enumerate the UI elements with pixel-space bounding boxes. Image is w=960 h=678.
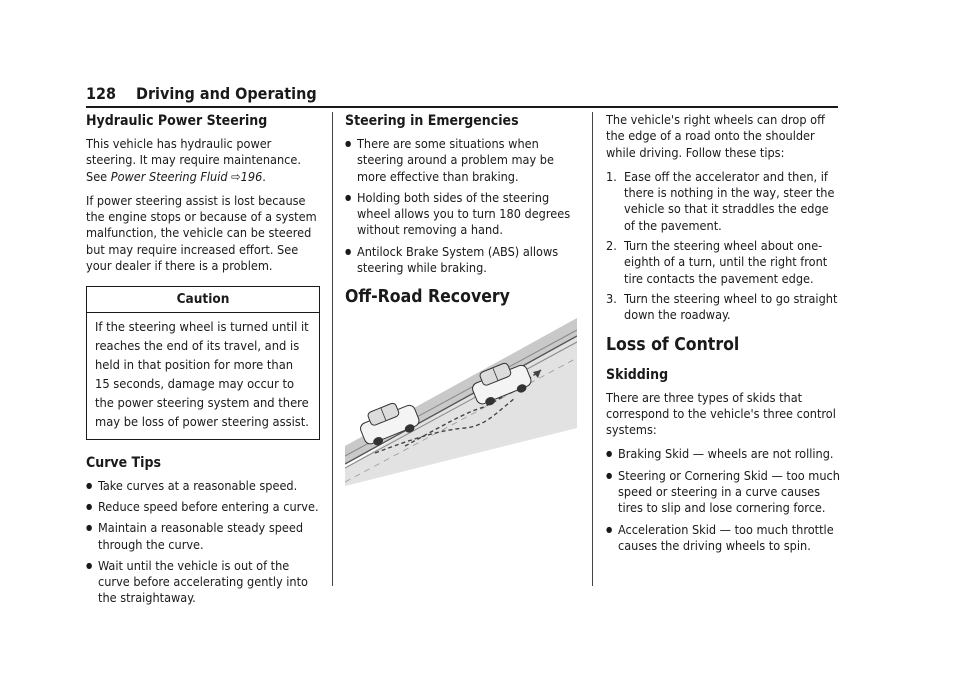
page-ref-arrow-icon: ⇨: [231, 168, 241, 184]
page-ref[interactable]: 196: [240, 168, 263, 184]
list-item: ● There are some situations when steering around a problem may be more effective than braking.: [345, 136, 577, 185]
column-middle: [345, 112, 577, 494]
list-item: ● Maintain a reasonable steady speed through the curve.: [86, 520, 320, 553]
column-divider: [332, 112, 333, 586]
paragraph-hps-maintenance: This vehicle has hydraulic power steering. It may require maintenance. See Power Steering Fluid ⇨196.: [86, 136, 301, 184]
paragraph-offroad-intro: The vehicle's right wheels can drop off the edge of a road onto the shoulder while driving. Follow these tips:: [606, 112, 825, 160]
heading-loss-of-control: Loss of Control: [606, 334, 740, 355]
caution-text: If the steering wheel is turned until it reaches the end of its travel, and is held in that position for more than 15 seconds, damage may occur to the power steering system and there may be loss of power steering assist.: [95, 319, 309, 430]
page-number: 128: [86, 84, 117, 103]
list-item: ● Take curves at a reasonable speed.: [86, 478, 320, 494]
caution-title: Caution: [87, 287, 319, 312]
paragraph-hps-assist-lost: If power steering assist is lost because the engine stops or because of a system malfunction, the vehicle can be steered but may require increased effort. See your dealer if there is a problem.: [86, 192, 317, 274]
list-item: ● Acceleration Skid — too much throttle causes the driving wheels to spin.: [606, 522, 842, 555]
emergency-list: [345, 136, 577, 276]
caution-box: [86, 286, 320, 439]
list-item: ● Steering or Cornering Skid — too much speed or steering in a curve causes tires to slip and lose cornering force.: [606, 468, 842, 517]
heading-hydraulic-power-steering: Hydraulic Power Steering: [86, 113, 268, 129]
list-item: 1. Ease off the accelerator and then, if there is nothing in the way, steer the vehicle so that it straddles the edge of the pavement.: [606, 168, 835, 233]
list-item: ● Holding both sides of the steering wheel allows you to turn 180 degrees without removing a hand.: [345, 190, 577, 239]
page-header: [86, 84, 838, 108]
heading-skidding: Skidding: [606, 366, 669, 383]
skid-types-list: [606, 446, 842, 554]
list-item: ● Wait until the vehicle is out of the curve before accelerating gently into the straightaway.: [86, 558, 320, 607]
list-item: ● Antilock Brake System (ABS) allows steering while braking.: [345, 244, 577, 277]
link-power-steering-fluid[interactable]: Power Steering Fluid: [110, 168, 228, 184]
off-road-recovery-illustration: [345, 318, 577, 486]
list-item: 2. Turn the steering wheel about one-eighth of a turn, until the right front tire contacts the pavement edge.: [606, 238, 828, 286]
heading-off-road-recovery: Off-Road Recovery: [345, 287, 510, 308]
list-item: ● Braking Skid — wheels are not rolling.: [606, 446, 842, 462]
list-item: ● Reduce speed before entering a curve.: [86, 499, 320, 515]
curve-tips-list: [86, 478, 320, 607]
paragraph-skid-intro: There are three types of skids that correspond to the vehicle's three control systems:: [606, 389, 836, 438]
list-item: 3. Turn the steering wheel to go straight down the roadway.: [606, 290, 838, 323]
column-right: [606, 112, 842, 562]
section-title: Driving and Operating: [136, 84, 317, 103]
column-divider: [592, 112, 593, 586]
column-left: [86, 112, 320, 615]
heading-curve-tips: Curve Tips: [86, 454, 161, 471]
recovery-steps-list: [606, 169, 842, 324]
heading-steering-in-emergencies: Steering in Emergencies: [345, 113, 519, 129]
